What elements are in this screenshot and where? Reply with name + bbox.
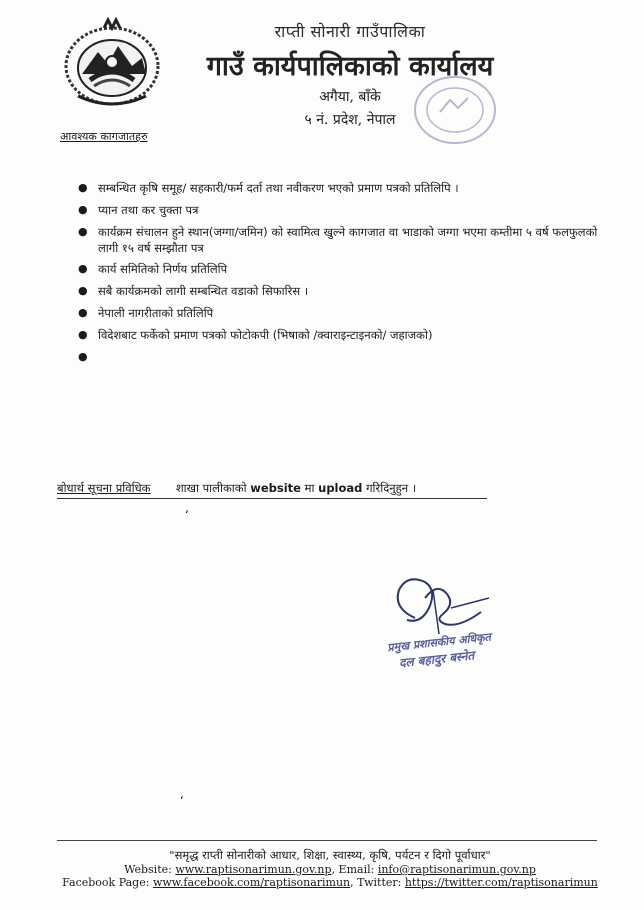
notice-text-after: गरिदिनुहुन । bbox=[366, 481, 417, 495]
list-item: ● सबै कार्यक्रमको लागी सम्बन्धित वडाको सिफारिस । bbox=[78, 283, 598, 299]
list-item: ● विदेशबाट फर्केको प्रमाण पत्रको फोटोकपी (भिषाको /क्वाराइन्टाइनको/ जहाजको) bbox=[78, 327, 598, 343]
facebook-label: Facebook Page: bbox=[62, 876, 150, 889]
required-documents-heading: आवश्यक कागजातहरु bbox=[60, 130, 148, 143]
office-province: ५ नं. प्रदेश, नेपाल bbox=[304, 112, 396, 128]
notice-line bbox=[57, 481, 487, 496]
list-item: ● प्यान तथा कर चुक्ता पत्र bbox=[78, 202, 598, 218]
notice-label: बोधार्थ सूचना प्रविधिक bbox=[57, 481, 151, 495]
office-title: गाउँ कार्यपालिकाको कार्यालय bbox=[206, 51, 494, 82]
email-label: , Email: bbox=[331, 863, 375, 876]
facebook-link[interactable]: www.facebook.com/raptisonarimun bbox=[152, 876, 351, 889]
stray-mark: ‘ bbox=[185, 508, 189, 522]
required-documents-list bbox=[78, 180, 598, 349]
website-label: Website: bbox=[124, 863, 172, 876]
signatory-name: दल बहादुर बस्नेत bbox=[398, 648, 475, 671]
signatory-title: प्रमुख प्रशासकीय अधिकृत bbox=[386, 630, 492, 655]
office-address: अगैया, बाँके bbox=[319, 89, 381, 105]
footer-contact-line2 bbox=[40, 876, 620, 889]
municipality-name: राप्ती सोनारी गाउँपालिका bbox=[274, 22, 426, 41]
notice-website-word: website bbox=[250, 481, 301, 495]
footer bbox=[40, 848, 620, 889]
footer-motto: "समृद्ध राप्ती सोनारीको आधार, शिक्षा, स्वास्थ्य, कृषि, पर्यटन र दिगो पूर्वाधार" bbox=[169, 848, 491, 862]
notice-text-mid: मा bbox=[304, 481, 315, 495]
footer-contact-line1 bbox=[40, 863, 620, 876]
notice-underline bbox=[57, 498, 487, 499]
nepal-government-emblem-icon bbox=[60, 16, 164, 110]
office-seal-icon bbox=[410, 72, 500, 148]
list-item: ● कार्य समितिको निर्णय प्रतिलिपि bbox=[78, 261, 598, 277]
website-link[interactable]: www.raptisonarimun.gov.np bbox=[175, 863, 332, 876]
notice-upload-word: upload bbox=[318, 481, 363, 495]
notice-text-before: शाखा पालीकाको bbox=[175, 481, 247, 495]
twitter-link[interactable]: https://twitter.com/raptisonarimun bbox=[404, 876, 598, 889]
footer-divider bbox=[57, 840, 597, 841]
stray-mark: ‘ bbox=[180, 794, 184, 808]
twitter-label: , Twitter: bbox=[350, 876, 402, 889]
list-item: ● नेपाली नागरीताको प्रतिलिपि bbox=[78, 305, 598, 321]
list-item: ● सम्बन्धित कृषि समूह/ सहकारी/फर्म दर्ता तथा नवीकरण भएको प्रमाण पत्रको प्रतिलिपि । bbox=[78, 180, 598, 196]
email-link[interactable]: info@raptisonarimun.gov.np bbox=[377, 863, 536, 876]
list-item: ● कार्यक्रम संचालन हुने स्थान(जग्गा/जमिन) को स्वामित्व खुल्ने कागजात वा भाडाको जग्गा भएमा कम्तीमा ५ वर्ष फलफुलको लागी १५ वर्ष सम्झौता पत्र bbox=[78, 224, 598, 256]
